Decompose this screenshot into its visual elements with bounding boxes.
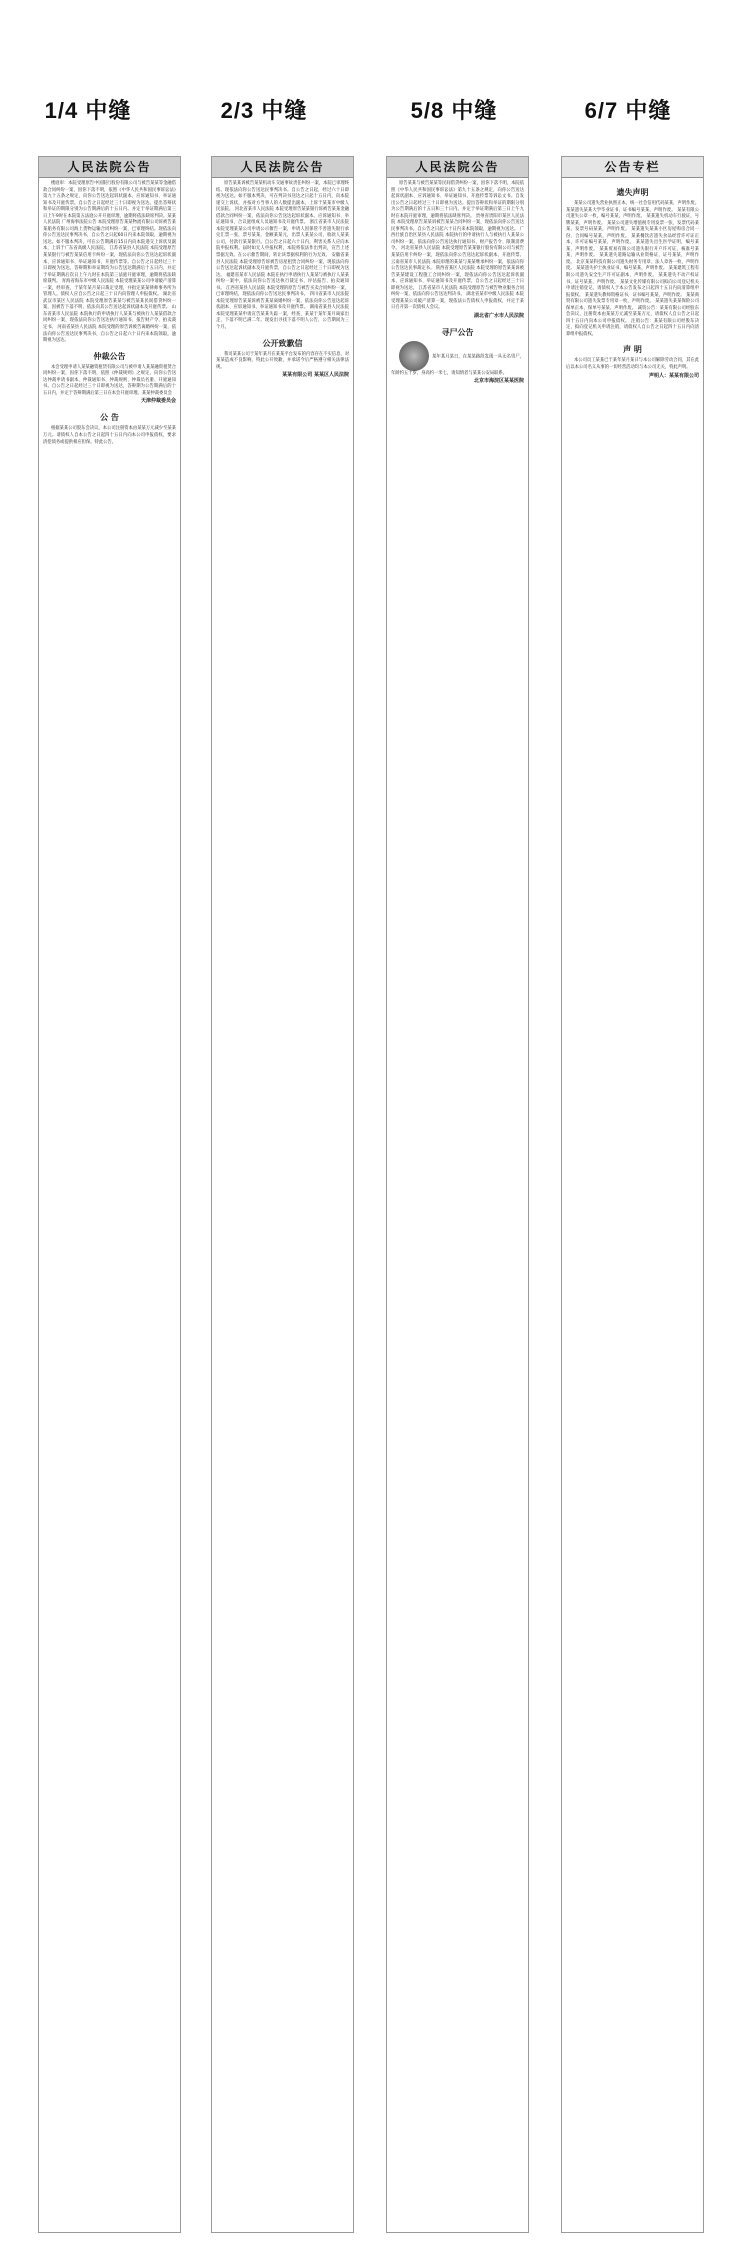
column-4-statement-text: 本公司员工某某已于某年某月某日与本公司解除劳动合同，其在此后以本公司名义从事的一切经营活动均与本公司无关，特此声明。 [566,358,699,371]
column-2-sign: 某某有限公司 某某区人民法院 [282,372,349,379]
column-4-sign: 声明人：某某有限公司 [648,372,699,379]
column-2-body [212,178,353,380]
column-4-lost-notices: 某某公司遗失营业执照正本，统一社会信用代码某某，声明作废。 某某遗失某某大学毕业证书，证书编号某某，声明作废。 某某有限公司遗失公章一枚，编号某某，声明作废。 某某遗失机动车行驶证，号牌某某，声明作废。 某某公司遗失增值税专用发票一张，发票代码某某，发票号码某某，声明作废。 某某遗失某某小区房屋购房合同一份，合同编号某某，声明作废。 某某餐饮店遗失食品经营许可证正本，许可证编号某某，声明作废。 某某遗失出生医学证明，编号某某，声明作废。 某某贸易有限公司遗失银行开户许可证，核准号某某，声明作废。 某某遗失道路运输从业资格证，证号某某，声明作废。 北京某某科技有限公司遗失财务专用章、法人章各一枚，声明作废。 某某遗失护士执业证书，编号某某，声明作废。 某某建筑工程有限公司遗失安全生产许可证副本，声明作废。 某某遗失不动产权证书，证号某某，声明作废。 某某文化传媒有限公司拟向公司登记机关申请注销登记，请债权人于本公告发布之日起四十五日内向清算组申报债权。 某某遗失教师资格证书，证书编号某某，声明作废。 某某商贸有限公司遗失发票专用章一枚，声明作废。 某某遗失某某保险公司保单正本，保单号某某，声明作废。 减资公告：某某有限公司经股东会决议，注册资本由某某万元减至某某万元，请债权人自公告之日起四十五日内向本公司申报债权。 注销公告：某某有限公司经股东决定，拟向登记机关申请注销，请债权人自公告之日起四十五日内向清算组申报债权。 [566,201,699,337]
person-photo-icon [399,341,429,371]
column-2-notices: 原告某某诉被告某某机动车交通事故责任纠纷一案，本院已审理终结。现依法向你公告送达民事判决书。自公告之日起，经过六十日即视为送达。如不服本判决，可在判决书送达之日起十五日内，向本院递交上诉状，并按对方当事人的人数提出副本，上诉于某某市中级人民法院。 河北省某市人民法院 本院受理原告某某银行诉被告某某金融借款合同纠纷一案，依法向你公告送达起诉状副本、应诉通知书、举证通知书、合议庭组成人员通知书及开庭传票。 浙江省某市人民法院 本院受理某某公司申请公示催告一案，申请人因保管不善遗失银行承兑汇票一张，票号某某，金额某某元，出票人某某公司，收款人某某公司，付款行某某银行。自公告之日起六十日内，利害关系人应向本院申报权利。届时如无人申报权利，本院将依法作出判决，宣告上述票据无效。在公示催告期间，转让该票据权利的行为无效。 安徽省某县人民法院 本院受理原告诉被告房屋租赁合同纠纷一案，现依法向你公告送达起诉状副本及开庭传票，自公告之日起经过三十日即视为送达。 福建省某市人民法院 本院在执行申请执行人某某与被执行人某某纠纷一案中，依法向你公告送达执行裁定书、评估报告、拍卖通知书。 江西省某县人民法院 本院受理的原告与被告买卖合同纠纷一案，已审理终结，现依法向你公告送达民事判决书。 四川省某市人民法院 本院受理原告某某诉被告某某离婚纠纷一案，依法向你公告送达起诉状副本、应诉通知书、举证通知书及开庭传票。 湖南省某县人民法院 本院受理某某申请宣告某某失踪一案，经查，某某于某年某月离家出走，下落不明已满二年。现发出寻找下落不明人公告，公告期间为三个月。 [216,181,349,331]
column-title-2: 2/3 中缝 [220,98,308,123]
column-4-section-statement: 声 明 [623,344,642,355]
column-3-search-body: 某年某月某日，在某某路段发现一具无名男尸，年龄约五十岁，身高约一米七，请知情者与某某公安局联系。 [391,354,524,376]
column-3-section-search: 寻尸公告 [441,326,474,337]
column-1-body [39,178,180,446]
column-4-header: 公告专栏 [562,157,703,178]
column-2-section-apology: 公开致歉信 [262,337,303,348]
column-3-search-text [391,341,524,378]
column-4 [561,156,704,2233]
column-3-notices: 原告某某与被告某某等民间借贷纠纷一案，因你下落不明，本院依照《中华人民共和国民事诉讼法》第九十五条之规定，向你公告送达起诉状副本、应诉通知书、举证通知书、开庭传票等诉讼文书。自发出公告之日起经过三十日即视为送达。提出答辩状和举证的期限分别为公告期满后的十五日和三十日内。并定于举证期满后第三日上午九时在本院开庭审理，逾期将依法缺席判决。 贵州省贵阳市某区人民法院 本院受理原告某某诉被告某某合同纠纷一案，现依法向你公告送达民事判决书，自公告之日起六十日内来本院领取，逾期视为送达。 广西壮族自治区某县人民法院 本院执行的申请执行人与被执行人某某公司纠纷一案，依法向你公告送达执行通知书、财产报告令、限制消费令。 河北省某县人民法院 本院受理原告某某银行股份有限公司与被告某某信用卡纠纷一案，现依法向你公告送达起诉状副本、开庭传票。 云南省某市人民法院 本院审理的某某与某某继承纠纷一案，依法向你公告送达民事裁定书。 陕西省某区人民法院 本院受理的原告某某诉被告某某建设工程施工合同纠纷一案，现依法向你公告送达起诉状副本、应诉通知书、举证通知书及开庭传票，自公告之日起经过三十日即视为送达。 江苏省某市人民法院 本院受理原告与被告物业服务合同纠纷一案，依法向你公告送达判决书。 湖北省某市中级人民法院 本院受理某某公司破产清算一案，现依法公告债权人申报债权，并定于某日召开第一次债权人会议。 [391,181,524,311]
column-2 [211,156,354,2233]
column-2-apology-text: 我司某某公司于某年某月在某某平台发布的内容存在不实信息，对某某造成不良影响，特此公开致歉，并承诺今后严格遵守相关法律法规。 [216,351,349,370]
column-title-1: 1/4 中缝 [44,98,132,123]
column-1-header: 人民法院公告 [39,157,180,178]
column-3-sign: 湖北省广水市人民法院 [473,312,524,319]
column-1-arbitration-text: 本会受理申请人某某融资租赁有限公司与被申请人某某融资租赁合同纠纷一案，因你下落不明，依照《仲裁规则》之规定，向你公告送达仲裁申请书副本、仲裁通知书、仲裁规则、仲裁员名册、开庭通知书。自公告之日起经过三十日即视为送达，答辩期为公告期满后的十五日内，并定于答辩期满后第三日在本会开庭审理。某某仲裁委员会 [43,364,176,396]
column-title-4: 6/7 中缝 [584,98,672,123]
column-3-body [387,178,528,386]
column-1-notices: 楼庭审：本院受理原告中国银行股份有限公司与被告某某等金融借款合同纠纷一案，因你下落不明，依照《中华人民共和国民事诉讼法》第九十五条之规定，向你公告送达起诉状副本、应诉通知书、举证通知书及开庭传票。自公告之日起经过三十日即视为送达。提出答辩状和举证的期限分别为公告期满后的十五日内。并定于举证期满后第三日上午9时在本院第五法庭公开开庭审理，逾期将依法缺席判决。某某人民法院 广州海事法院公告 本院受理原告某某物流有限公司诉被告某某船务有限公司海上货物运输合同纠纷一案，已审理终结。现依法向你公告送达民事判决书，自公告之日起60日内来本院领取，逾期视为送达。如不服本判决，可在公告期满后15日内向本院递交上诉状及副本，上诉于广东省高级人民法院。 江苏省某县人民法院 本院受理原告某某银行与被告某某信用卡纠纷一案，现依法向你公告送达起诉状副本、应诉通知书、举证通知书、开庭传票等。自公告之日起经过三十日即视为送达。答辩期和举证期均为公告送达期满后十五日内，并定于举证期满后次日上午九时在本院第三法庭开庭审理，逾期将依法缺席裁判。 青海省海东市中级人民法院 本院受理某某公司申请破产清算一案，经审查，于某年某月某日裁定受理，并指定某某律师事务所为管理人。债权人应自公告之日起三十日内向管理人申报债权。 湖北省武汉市某区人民法院 本院受理原告某某与被告某某民间借贷纠纷一案，因被告下落不明，依法向其公告送达起诉状副本及开庭传票。 山东省某市人民法院 本院执行的申请执行人某某与被执行人某某借款合同纠纷一案，现依法向你公告送达执行通知书、报告财产令、拍卖裁定书。 河南省某县人民法院 本院受理的原告诉被告离婚纠纷一案，依法向你公告送达民事判决书，自公告之日起六十日内来本院领取，逾期视为送达。 [43,181,176,344]
column-title-3: 5/8 中缝 [410,98,498,123]
column-4-body [562,178,703,381]
column-3-header: 人民法院公告 [387,157,528,178]
column-2-header: 人民法院公告 [212,157,353,178]
column-4-section-lost: 遗失声明 [616,187,649,197]
column-3 [386,156,529,2233]
column-1-section-arbitration: 仲裁公告 [93,350,126,361]
column-3-sign-2: 北京市海淀区某某医院 [473,378,524,385]
column-1-notice-text: 根据某某公司股东会决议，本公司注册资本由某某万元减少至某某万元。请债权人自本公告之日起四十五日内向本公司申报债权，要求清偿债务或提供相应担保。特此公告。 [43,426,176,445]
column-1 [38,156,181,2233]
column-1-section-notice: 公 告 [100,412,119,423]
column-1-sign: 天津仲裁委员会 [140,398,176,405]
